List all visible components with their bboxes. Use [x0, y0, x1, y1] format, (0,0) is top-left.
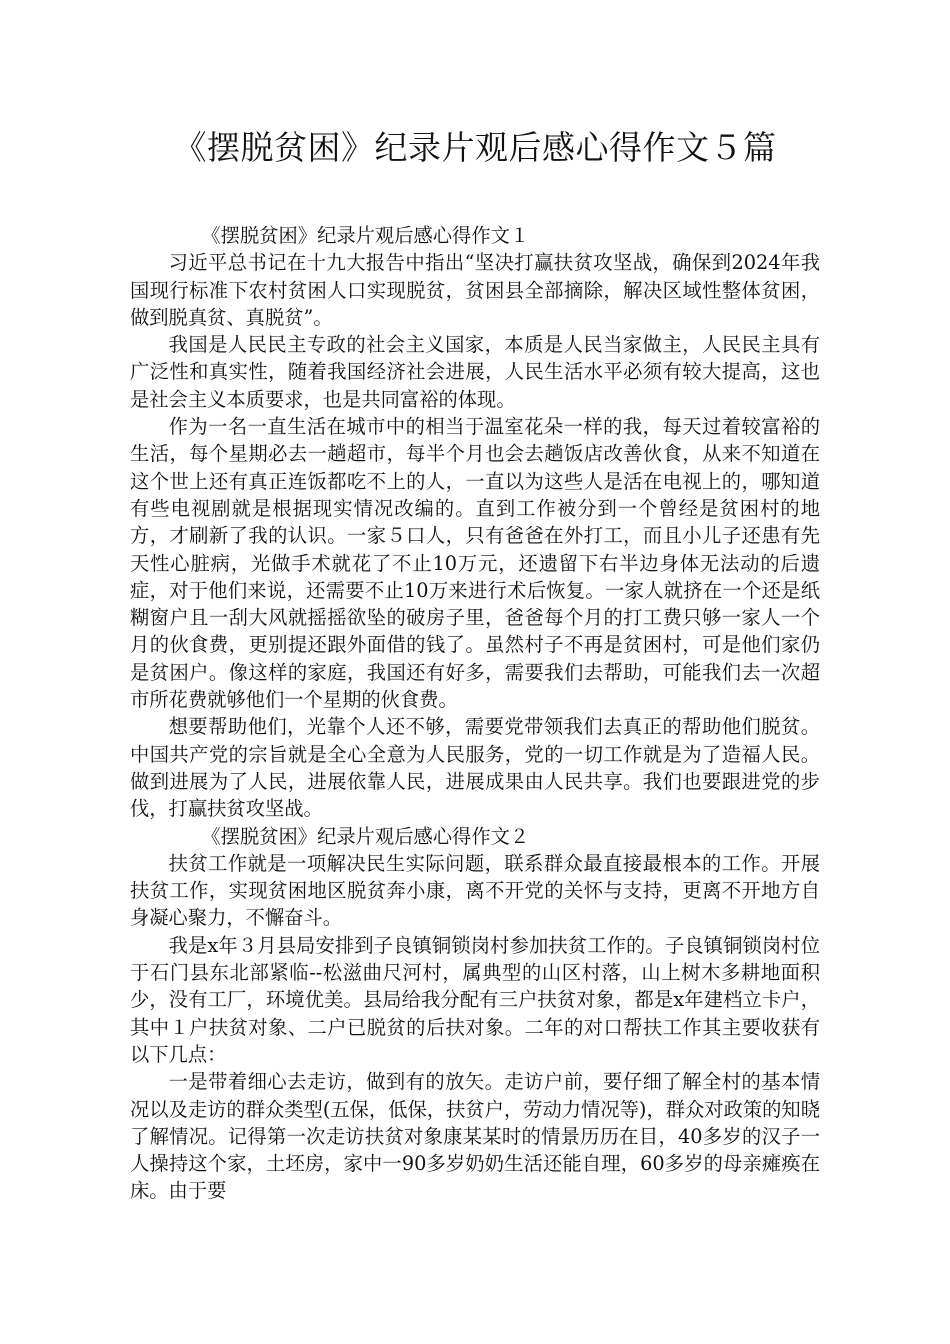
- paragraph: 想要帮助他们，光靠个人还不够，需要党带领我们去真正的帮助他们脱贫。中国共产党的宗旨就是全心全意为人民服务，党的一切工作就是为了造福人民。做到进展为了人民，进展依靠人民，进展成果由人民共享。我们也要跟进党的步伐，打赢扶贫攻坚战。: [130, 715, 820, 821]
- paragraph: 作为一名一直生活在城市中的相当于温室花朵一样的我，每天过着较富裕的生活，每个星期必去一趟超市，每半个月也会去趟饭店改善伙食，从来不知道在这个世上还有真正连饭都吃不上的人，一直以为这些人是活在电视上的，哪知道有些电视剧就是根据现实情况改编的。直到工作被分到一个曾经是贫困村的地方，才刷新了我的认识。一家５口人，只有爸爸在外打工，而且小儿子还患有先天性心脏病，光做手术就花了不止10万元，还遗留下右半边身体无法动的后遗症，对于他们来说，还需要不止10万来进行术后恢复。一家人就挤在一个还是纸糊窗户且一刮大风就摇摇欲坠的破房子里，爸爸每个月的打工费只够一家人一个月的伙食费，更别提还跟外面借的钱了。虽然村子不再是贫困村，可是他们家仍是贫困户。像这样的家庭，我国还有好多，需要我们去帮助，可能我们去一次超市所花费就够他们一个星期的伙食费。: [130, 415, 820, 712]
- section-heading-1: 《摆脱贫困》纪录片观后感心得作文１: [201, 224, 530, 247]
- paragraph: 一是带着细心去走访，做到有的放矢。走访户前，要仔细了解全村的基本情况以及走访的群众类型(五保，低保，扶贫户，劳动力情况等)，群众对政策的知晓了解情况。记得第一次走访扶贫对象康某某时的情景历历在目，40多岁的汉子一人操持这个家，土坯房，家中一90多岁奶奶生活还能自理，60多岁的母亲瘫痪在床。由于要: [130, 1070, 820, 1203]
- paragraph: 我国是人民民主专政的社会主义国家，本质是人民当家做主，人民民主具有广泛性和真实性，随着我国经济社会进展，人民生活水平必须有较大提高，这也是社会主义本质要求，也是共同富裕的体现。: [130, 333, 820, 411]
- document-title: 《摆脱贫困》纪录片观后感心得作文５篇: [173, 128, 777, 167]
- section-heading-2: 《摆脱贫困》纪录片观后感心得作文２: [201, 824, 530, 848]
- paragraph: 习近平总书记在十九大报告中指出“坚决打赢扶贫攻坚战，确保到2024年我国现行标准下农村贫困人口实现脱贫，贫困县全部摘除，解决区域性整体贫困，做到脱真贫、真脱贫”。: [130, 251, 820, 329]
- paragraph: 扶贫工作就是一项解决民生实际问题，联系群众最直接最根本的工作。开展扶贫工作，实现贫困地区脱贫奔小康，离不开党的关怀与支持，更离不开地方自身凝心聚力，不懈奋斗。: [130, 851, 820, 930]
- document-body: [130, 222, 820, 1205]
- paragraph: 我是x年３月县局安排到子良镇铜锁岗村参加扶贫工作的。子良镇铜锁岗村位于石门县东北部紧临--松滋曲尺河村，属典型的山区村落，山上树木多耕地面积少，没有工厂，环境优美。县局给我分配有三户扶贫对象，都是x年建档立卡户，其中１户扶贫对象、二户已脱贫的后扶对象。二年的对口帮扶工作其主要收获有以下几点：: [130, 933, 820, 1066]
